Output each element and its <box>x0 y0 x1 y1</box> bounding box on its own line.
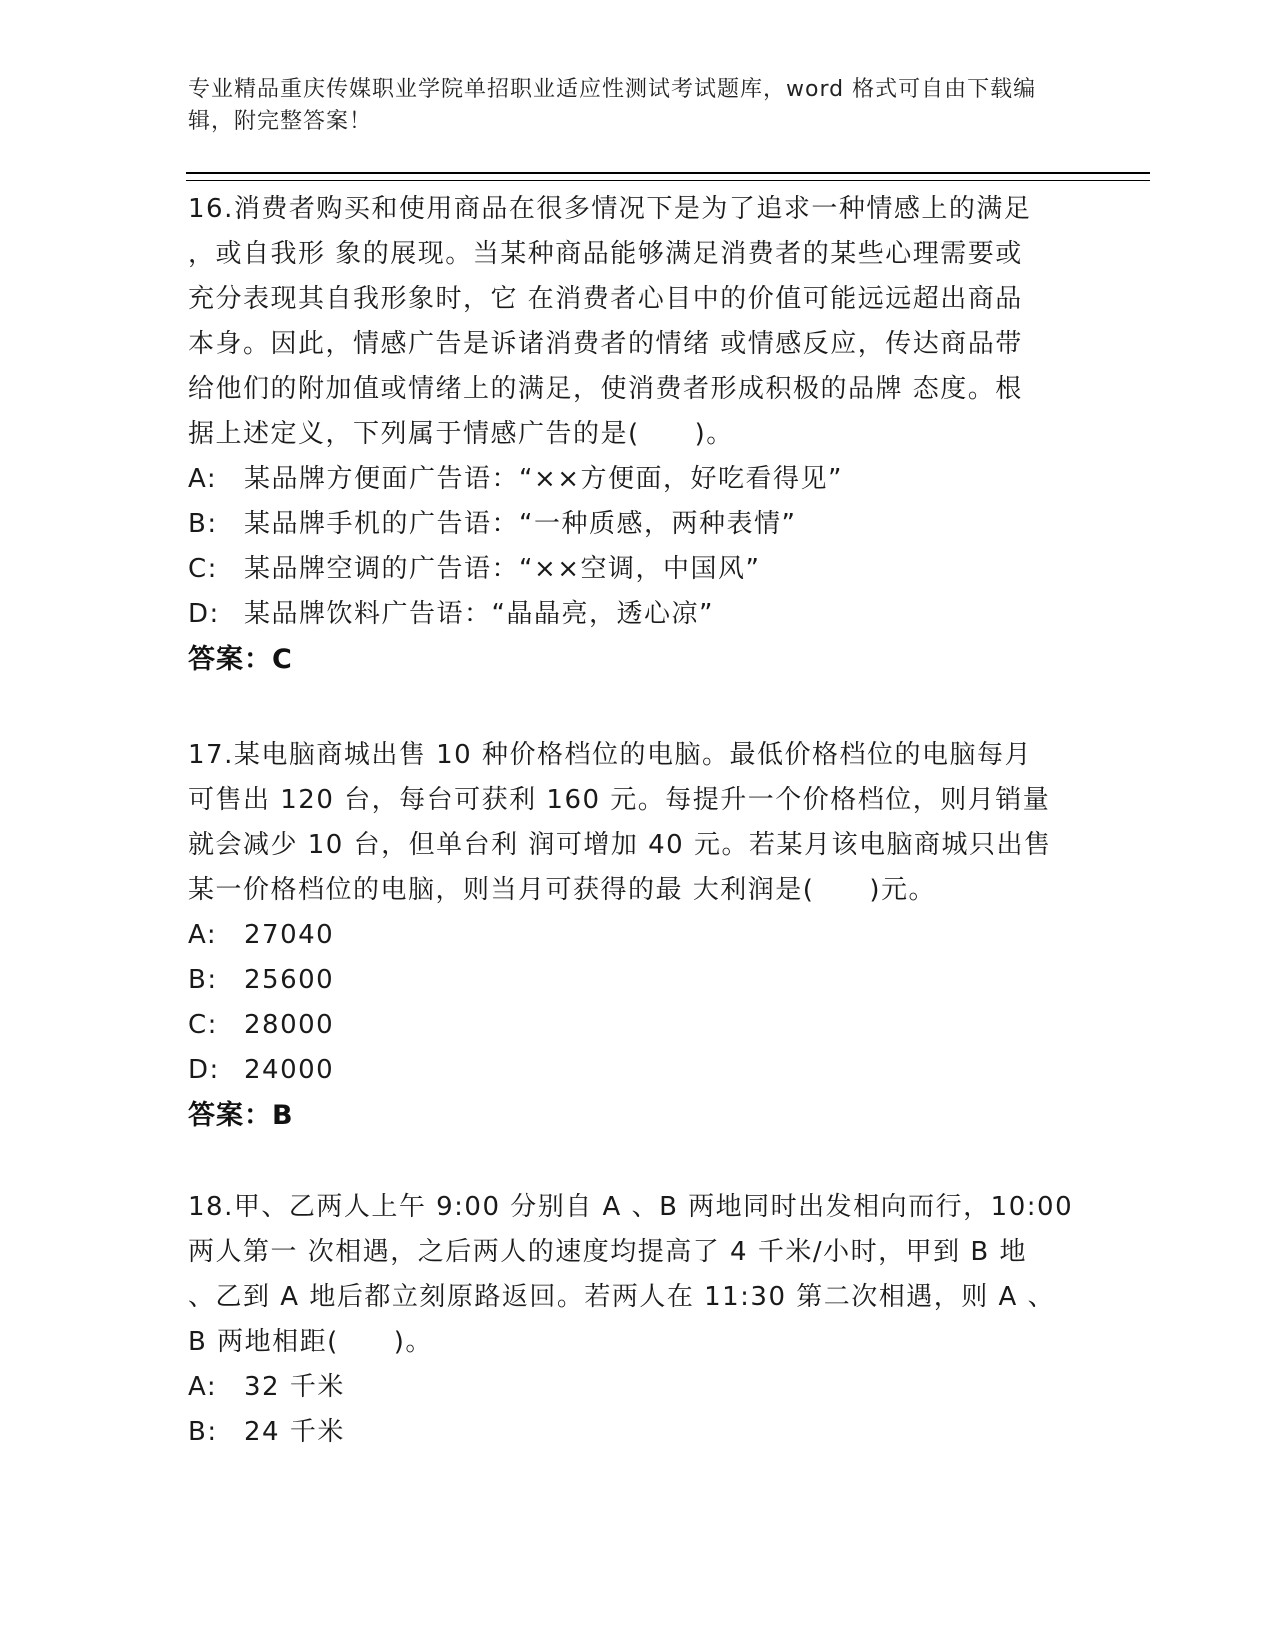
stem-line: ，或自我形 象的展现。当某种商品能够满足消费者的某些心理需要或 <box>188 239 1023 269</box>
option-a <box>188 913 1078 958</box>
option-c <box>188 1003 1078 1048</box>
answer-label: 答案：B <box>188 1100 294 1131</box>
option-text: 25600 <box>244 965 335 995</box>
stem-line: 充分表现其自我形象时，它 在消费者心目中的价值可能远远超出商品 <box>188 284 1023 314</box>
header-rule-thick <box>186 172 1150 174</box>
stem-line: 某一价格档位的电脑，则当月可获得的最 大利润是( )元。 <box>188 875 937 905</box>
stem-line: 、乙到 A 地后都立刻原路返回。若两人在 11:30 第二次相遇，则 A 、 <box>188 1282 1056 1312</box>
question-stem <box>188 733 1078 913</box>
page-header: 专业精品重庆传媒职业学院单招职业适应性测试考试题库，word 格式可自由下载编辑，附完整答案！ <box>188 77 1037 134</box>
question-18 <box>188 1185 1078 1455</box>
question-stem <box>188 1185 1078 1365</box>
option-text: 28000 <box>244 1010 335 1040</box>
stem-line: 16.消费者购买和使用商品在很多情况下是为了追求一种情感上的满足 <box>188 194 1032 224</box>
header-rule-thin <box>186 180 1150 181</box>
option-letter: A: <box>188 1372 218 1402</box>
option-text: 某品牌饮料广告语：“晶晶亮，透心凉” <box>244 599 714 629</box>
question-stem <box>188 187 1078 457</box>
stem-line: 可售出 120 台，每台可获利 160 元。每提升一个价格档位，则月销量 <box>188 785 1051 815</box>
option-letter: B: <box>188 509 218 539</box>
option-a <box>188 1365 1078 1410</box>
option-letter: A: <box>188 920 218 950</box>
option-text: 某品牌手机的广告语：“一种质感，两种表情” <box>244 509 797 539</box>
option-letter: D: <box>188 1055 220 1085</box>
option-a <box>188 457 1078 502</box>
option-letter: D: <box>188 599 220 629</box>
option-letter: B: <box>188 965 218 995</box>
stem-line: 就会减少 10 台，但单台利 润可增加 40 元。若某月该电脑商城只出售 <box>188 830 1052 860</box>
question-16 <box>188 187 1078 683</box>
option-b <box>188 502 1078 547</box>
option-c <box>188 547 1078 592</box>
option-text: 27040 <box>244 920 335 950</box>
option-text: 24000 <box>244 1055 335 1085</box>
stem-line: B 两地相距( )。 <box>188 1327 433 1357</box>
question-17 <box>188 733 1078 1139</box>
option-letter: C: <box>188 1010 218 1040</box>
option-b <box>188 1410 1078 1455</box>
stem-line: 17.某电脑商城出售 10 种价格档位的电脑。最低价格档位的电脑每月 <box>188 740 1032 770</box>
option-text: 24 千米 <box>244 1417 345 1447</box>
stem-line: 据上述定义，下列属于情感广告的是( )。 <box>188 419 734 449</box>
option-letter: B: <box>188 1417 218 1447</box>
option-d <box>188 592 1078 637</box>
option-b <box>188 958 1078 1003</box>
stem-line: 两人第一 次相遇，之后两人的速度均提高了 4 千米/小时，甲到 B 地 <box>188 1237 1027 1267</box>
option-text: 某品牌方便面广告语：“××方便面，好吃看得见” <box>244 464 844 494</box>
option-text: 32 千米 <box>244 1372 345 1402</box>
option-letter: C: <box>188 554 218 584</box>
stem-line: 本身。因此，情感广告是诉诸消费者的情绪 或情感反应，传达商品带 <box>188 329 1023 359</box>
option-letter: A: <box>188 464 218 494</box>
option-d <box>188 1048 1078 1093</box>
option-text: 某品牌空调的广告语：“××空调，中国风” <box>244 554 761 584</box>
stem-line: 给他们的附加值或情绪上的满足，使消费者形成积极的品牌 态度。根 <box>188 374 1023 404</box>
answer-label: 答案：C <box>188 644 293 675</box>
stem-line: 18.甲、乙两人上午 9:00 分别自 A 、B 两地同时出发相向而行，10:00 <box>188 1192 1074 1222</box>
